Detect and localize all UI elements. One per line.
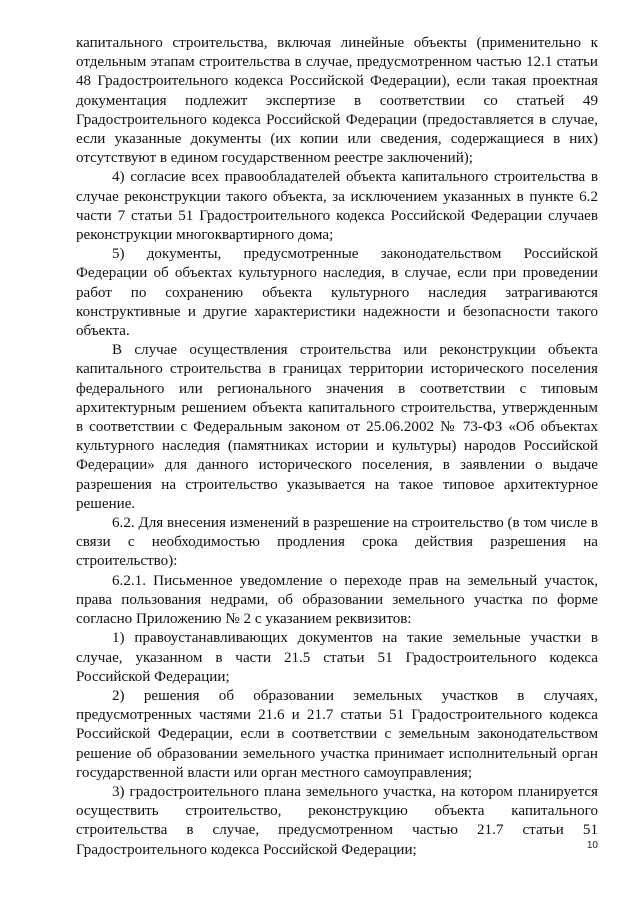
paragraph-item-4: 4) согласие всех правообладателей объекта капитального строительства в случае реконструкции такого объекта, за исключением указанных в пункте 6.2 части 7 статьи 51 Градостроительного кодекса Российской Федерации случаев реконструкции многоквартирного дома; [76,169,598,244]
paragraph-subitem-3: 3) градостроительного плана земельного участка, на котором планируется осуществить строительство, реконструкцию объекта капитального строительства в случае, предусмотренном частью 21.7 статьи 51 Градостроительного кодекса Российской Федерации; [76,783,598,858]
document-body [76,34,598,860]
paragraph-subitem-2: 2) решения об образовании земельных участков в случаях, предусмотренных частями 21.6 и 21.7 статьи 51 Градостроительного кодекса Российской Федерации, если в соответствии с земельным законодательством решение об образовании земельного участка принимает исполнительный орган государственной власти или орган местного самоуправления; [76,687,598,781]
paragraph-subitem-1: 1) правоустанавливающих документов на такие земельные участки в случае, указанном в части 21.5 статьи 51 Градостроительного кодекса Российской Федерации; [76,630,598,685]
paragraph-section-6-2-1: 6.2.1. Письменное уведомление о переходе прав на земельный участок, права пользования недрами, об образовании земельного участка по форме согласно Приложению № 2 с указанием реквизитов: [76,572,598,628]
page-number: 10 [586,840,598,851]
paragraph-section-6-2: 6.2. Для внесения изменений в разрешение на строительство (в том числе в связи с необходимостью продления срока действия разрешения на строительство): [76,515,598,570]
paragraph-item-5: 5) документы, предусмотренные законодательством Российской Федерации об объектах культурного наследия, в случае, если при проведении работ по сохранению объекта культурного наследия затрагиваются конструктивные и другие характеристики надежности и безопасности такого объекта. [76,246,598,340]
paragraph-historical-settlement: В случае осуществления строительства или реконструкции объекта капитального строительства в границах территории исторического поселения федерального или регионального значения в соответствии с типовым архитектурным решением объекта капитального строительства, утвержденным в соответствии с Федеральным законом от 25.06.2002 № 73-ФЗ «Об объектах культурного наследия (памятниках истории и культуры) народов Российской Федерации» для данного исторического поселения, в заявлении о выдаче разрешения на строительство указывается на такое типовое архитектурное решение. [76,342,598,512]
paragraph-continuation: капитального строительства, включая линейные объекты (применительно к отдельным этапам строительства в случае, предусмотренном частью 12.1 статьи 48 Градостроительного кодекса Российской Федерации), если такая проектная документация подлежит экспертизе в соответствии со статьей 49 Градостроительного кодекса Российской Федерации (предоставляется в случае, если указанные документы (их копии или сведения, содержащиеся в них) отсутствуют в едином государственном реестре заключений); [76,35,598,167]
